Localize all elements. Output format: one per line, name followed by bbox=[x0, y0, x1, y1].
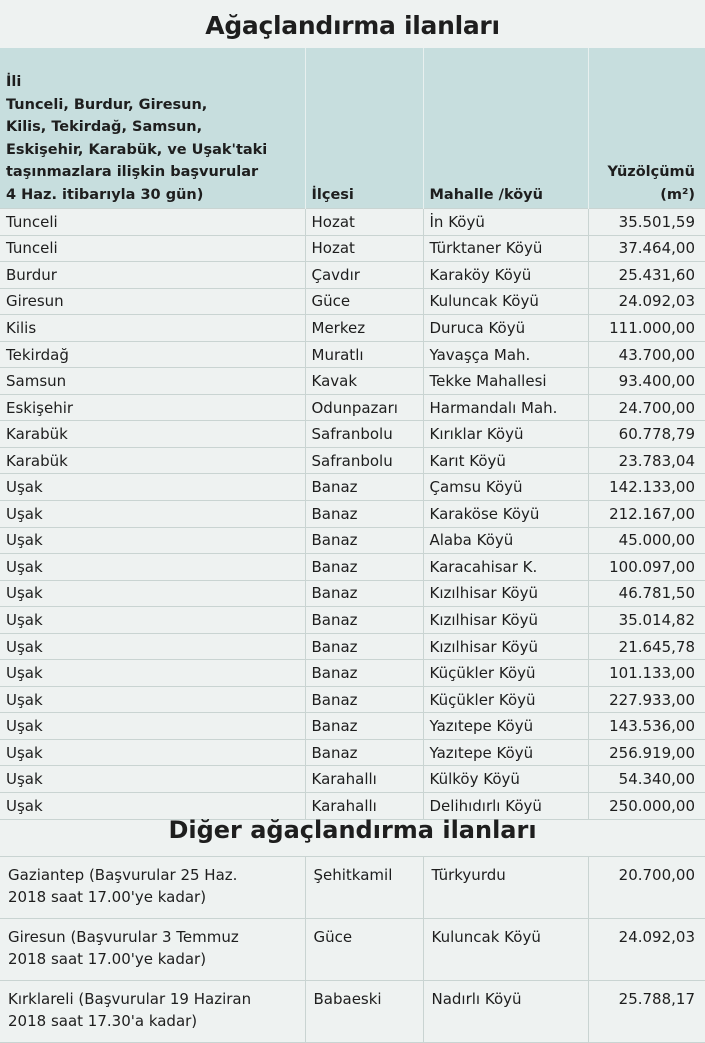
cell-province-note bbox=[0, 919, 305, 981]
cell-province: Kilis bbox=[0, 315, 305, 342]
cell-village: Kuluncak Köyü bbox=[423, 919, 588, 981]
header-province-line: İli bbox=[6, 74, 22, 90]
table-row bbox=[0, 660, 705, 687]
cell-district: Karahallı bbox=[305, 766, 423, 793]
table-row bbox=[0, 368, 705, 395]
cell-province: Uşak bbox=[0, 739, 305, 766]
cell-district: Banaz bbox=[305, 739, 423, 766]
cell-district: Merkez bbox=[305, 315, 423, 342]
header-province bbox=[0, 48, 305, 209]
cell-area: 25.431,60 bbox=[588, 262, 705, 289]
cell-province: Uşak bbox=[0, 554, 305, 581]
cell-district: Banaz bbox=[305, 686, 423, 713]
cell-village: Karaköse Köyü bbox=[423, 501, 588, 528]
page-title: Ağaçlandırma ilanları bbox=[205, 11, 500, 40]
header-province-line: 4 Haz. itibarıyla 30 gün) bbox=[6, 186, 204, 203]
cell-village: Külköy Köyü bbox=[423, 766, 588, 793]
table-row bbox=[0, 501, 705, 528]
cell-area: 60.778,79 bbox=[588, 421, 705, 448]
table-row bbox=[0, 739, 705, 766]
cell-area: 100.097,00 bbox=[588, 554, 705, 581]
cell-district: Banaz bbox=[305, 713, 423, 740]
table-row bbox=[0, 288, 705, 315]
table-row bbox=[0, 394, 705, 421]
cell-province: Uşak bbox=[0, 686, 305, 713]
cell-province: Uşak bbox=[0, 793, 305, 820]
cell-village: Kızılhisar Köyü bbox=[423, 633, 588, 660]
cell-province: Uşak bbox=[0, 527, 305, 554]
cell-village: Harmandalı Mah. bbox=[423, 394, 588, 421]
cell-village: Alaba Köyü bbox=[423, 527, 588, 554]
cell-village: İn Köyü bbox=[423, 209, 588, 236]
cell-area: 93.400,00 bbox=[588, 368, 705, 395]
cell-province-note bbox=[0, 857, 305, 919]
cell-area: 24.092,03 bbox=[588, 288, 705, 315]
cell-area: 21.645,78 bbox=[588, 633, 705, 660]
table-row bbox=[0, 262, 705, 289]
table-header-row bbox=[0, 48, 705, 209]
table-row bbox=[0, 857, 705, 919]
cell-area: 23.783,04 bbox=[588, 447, 705, 474]
cell-district: Kavak bbox=[305, 368, 423, 395]
cell-village: Kızılhisar Köyü bbox=[423, 607, 588, 634]
table-row bbox=[0, 580, 705, 607]
cell-village: Duruca Köyü bbox=[423, 315, 588, 342]
cell-province: Tunceli bbox=[0, 235, 305, 262]
header-area-unit: (m²) bbox=[660, 186, 695, 203]
cell-province-note-line: 2018 saat 17.00'ye kadar) bbox=[8, 950, 207, 968]
cell-district: Karahallı bbox=[305, 793, 423, 820]
cell-district: Banaz bbox=[305, 633, 423, 660]
table-row bbox=[0, 607, 705, 634]
cell-district: Güce bbox=[305, 919, 423, 981]
cell-province: Giresun bbox=[0, 288, 305, 315]
header-area bbox=[588, 48, 705, 209]
cell-area: 227.933,00 bbox=[588, 686, 705, 713]
table-row bbox=[0, 341, 705, 368]
table-row bbox=[0, 421, 705, 448]
cell-village: Türkyurdu bbox=[423, 857, 588, 919]
table-row bbox=[0, 766, 705, 793]
afforestation-table bbox=[0, 48, 705, 820]
header-area-label: Yüzölçümü bbox=[607, 164, 695, 180]
cell-village: Türktaner Köyü bbox=[423, 235, 588, 262]
cell-district: Banaz bbox=[305, 501, 423, 528]
cell-village: Yavaşça Mah. bbox=[423, 341, 588, 368]
cell-village: Çamsu Köyü bbox=[423, 474, 588, 501]
cell-area: 54.340,00 bbox=[588, 766, 705, 793]
cell-area: 250.000,00 bbox=[588, 793, 705, 820]
cell-district: Banaz bbox=[305, 527, 423, 554]
cell-province: Eskişehir bbox=[0, 394, 305, 421]
cell-district: Banaz bbox=[305, 607, 423, 634]
cell-district: Safranbolu bbox=[305, 421, 423, 448]
cell-area: 24.092,03 bbox=[588, 919, 705, 981]
cell-district: Hozat bbox=[305, 235, 423, 262]
cell-province: Tunceli bbox=[0, 209, 305, 236]
cell-village: Nadırlı Köyü bbox=[423, 981, 588, 1043]
cell-village: Karaköy Köyü bbox=[423, 262, 588, 289]
cell-province: Uşak bbox=[0, 474, 305, 501]
cell-province: Burdur bbox=[0, 262, 305, 289]
cell-province: Uşak bbox=[0, 633, 305, 660]
cell-village: Yazıtepe Köyü bbox=[423, 739, 588, 766]
cell-village: Küçükler Köyü bbox=[423, 660, 588, 687]
cell-area: 111.000,00 bbox=[588, 315, 705, 342]
cell-district: Banaz bbox=[305, 474, 423, 501]
cell-district: Banaz bbox=[305, 580, 423, 607]
cell-village: Delihıdırlı Köyü bbox=[423, 793, 588, 820]
cell-area: 45.000,00 bbox=[588, 527, 705, 554]
cell-village: Kızılhisar Köyü bbox=[423, 580, 588, 607]
cell-area: 142.133,00 bbox=[588, 474, 705, 501]
table-row bbox=[0, 633, 705, 660]
cell-district: Banaz bbox=[305, 554, 423, 581]
table-row bbox=[0, 527, 705, 554]
cell-district: Muratlı bbox=[305, 341, 423, 368]
cell-province: Uşak bbox=[0, 766, 305, 793]
table-row bbox=[0, 919, 705, 981]
cell-province-note-line: Gaziantep (Başvurular 25 Haz. bbox=[8, 866, 238, 884]
cell-village: Kuluncak Köyü bbox=[423, 288, 588, 315]
cell-province: Samsun bbox=[0, 368, 305, 395]
table-row bbox=[0, 981, 705, 1043]
cell-province: Karabük bbox=[0, 421, 305, 448]
table-row bbox=[0, 554, 705, 581]
table-row bbox=[0, 315, 705, 342]
cell-district: Çavdır bbox=[305, 262, 423, 289]
cell-province: Uşak bbox=[0, 660, 305, 687]
cell-province-note-line: Kırklareli (Başvurular 19 Haziran bbox=[8, 990, 252, 1008]
cell-village: Karacahisar K. bbox=[423, 554, 588, 581]
other-afforestation-table bbox=[0, 856, 705, 1043]
header-province-line: taşınmazlara ilişkin başvurular bbox=[6, 164, 259, 180]
cell-area: 35.501,59 bbox=[588, 209, 705, 236]
cell-area: 35.014,82 bbox=[588, 607, 705, 634]
cell-area: 24.700,00 bbox=[588, 394, 705, 421]
table-row bbox=[0, 713, 705, 740]
cell-district: Şehitkamil bbox=[305, 857, 423, 919]
cell-area: 25.788,17 bbox=[588, 981, 705, 1043]
cell-village: Tekke Mahallesi bbox=[423, 368, 588, 395]
cell-area: 256.919,00 bbox=[588, 739, 705, 766]
cell-district: Odunpazarı bbox=[305, 394, 423, 421]
cell-province: Tekirdağ bbox=[0, 341, 305, 368]
cell-province-note bbox=[0, 981, 305, 1043]
header-province-line: Eskişehir, Karabük, ve Uşak'taki bbox=[6, 141, 268, 158]
cell-province: Uşak bbox=[0, 607, 305, 634]
cell-province-note-line: Giresun (Başvurular 3 Temmuz bbox=[8, 928, 239, 946]
cell-province-note-line: 2018 saat 17.00'ye kadar) bbox=[8, 888, 207, 906]
cell-village: Kırıklar Köyü bbox=[423, 421, 588, 448]
table-row bbox=[0, 235, 705, 262]
table-row bbox=[0, 209, 705, 236]
cell-district: Babaeski bbox=[305, 981, 423, 1043]
cell-village: Karıt Köyü bbox=[423, 447, 588, 474]
cell-province-note-line: 2018 saat 17.30'a kadar) bbox=[8, 1012, 198, 1030]
cell-village: Küçükler Köyü bbox=[423, 686, 588, 713]
header-district: İlçesi bbox=[305, 48, 423, 209]
header-province-line: Kilis, Tekirdağ, Samsun, bbox=[6, 119, 203, 135]
header-village: Mahalle /köyü bbox=[423, 48, 588, 209]
cell-district: Banaz bbox=[305, 660, 423, 687]
table-row bbox=[0, 474, 705, 501]
cell-area: 37.464,00 bbox=[588, 235, 705, 262]
cell-province: Uşak bbox=[0, 501, 305, 528]
cell-area: 43.700,00 bbox=[588, 341, 705, 368]
table-row bbox=[0, 686, 705, 713]
cell-area: 101.133,00 bbox=[588, 660, 705, 687]
cell-province: Uşak bbox=[0, 713, 305, 740]
header-province-line: Tunceli, Burdur, Giresun, bbox=[6, 96, 208, 113]
cell-area: 212.167,00 bbox=[588, 501, 705, 528]
cell-district: Güce bbox=[305, 288, 423, 315]
cell-area: 20.700,00 bbox=[588, 857, 705, 919]
cell-area: 46.781,50 bbox=[588, 580, 705, 607]
table-row bbox=[0, 447, 705, 474]
cell-district: Hozat bbox=[305, 209, 423, 236]
cell-province: Uşak bbox=[0, 580, 305, 607]
cell-village: Yazıtepe Köyü bbox=[423, 713, 588, 740]
section-subtitle: Diğer ağaçlandırma ilanları bbox=[168, 816, 537, 844]
cell-province: Karabük bbox=[0, 447, 305, 474]
cell-district: Safranbolu bbox=[305, 447, 423, 474]
cell-area: 143.536,00 bbox=[588, 713, 705, 740]
